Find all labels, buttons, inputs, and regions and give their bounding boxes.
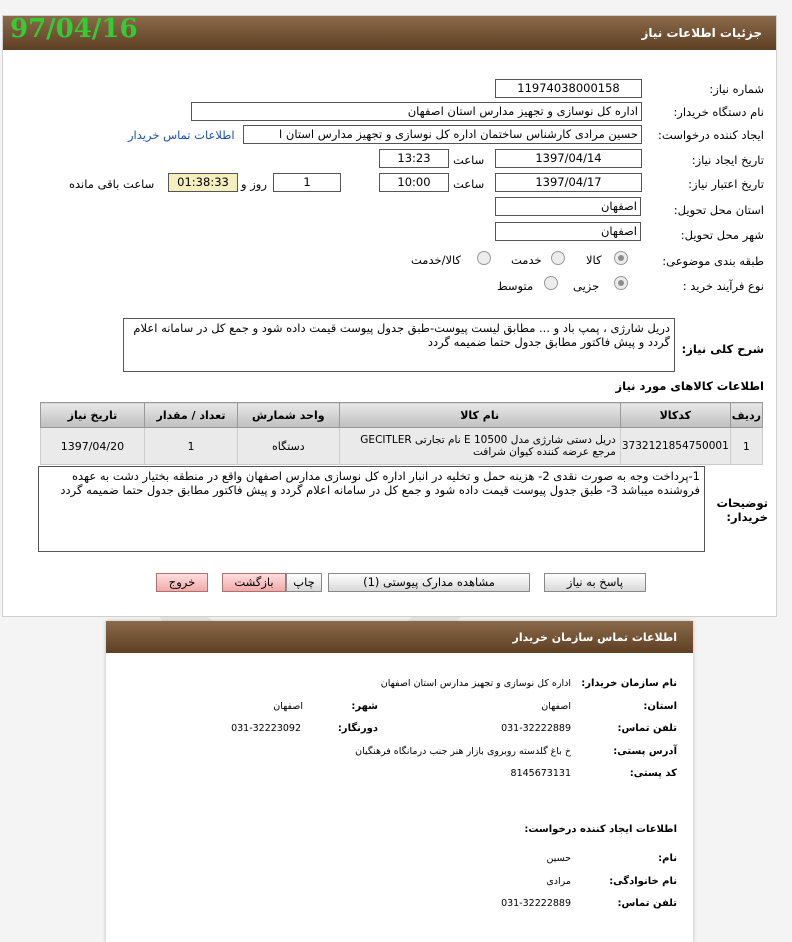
category-label: طبقه بندی موضوعی: bbox=[662, 254, 764, 268]
reply-button[interactable]: پاسخ به نیاز bbox=[544, 573, 646, 592]
summary-textarea[interactable]: دریل شارژی ، پمپ باد و ... مطابق لیست پیوست-طبق جدول پیوست قیمت داده شود و جمع کل در سامانه اعلام گردد و پیش فاکتور مطابق جدول حتما ضمیمه گردد bbox=[123, 318, 675, 372]
city-value: اصفهان bbox=[273, 701, 303, 712]
name-label: نام: bbox=[658, 853, 677, 864]
buyer-contact-link[interactable]: اطلاعات تماس خریدار bbox=[128, 128, 235, 142]
phone-value: 031-32222889 bbox=[501, 723, 571, 734]
creator-label: ایجاد کننده درخواست: bbox=[658, 128, 764, 142]
org-value: اداره کل نوسازی و تجهیز مدارس استان اصفهان bbox=[380, 678, 571, 689]
province-label: استان محل تحویل: bbox=[673, 203, 764, 217]
creator-field[interactable]: حسین مرادی کارشناس ساختمان اداره کل نوسازی و تجهیز مدارس استان ا bbox=[243, 125, 642, 144]
family-label: نام خانوادگی: bbox=[609, 876, 677, 887]
postal-label: کد پستی: bbox=[629, 768, 677, 779]
items-table bbox=[40, 402, 763, 465]
city-field[interactable]: اصفهان bbox=[495, 222, 641, 241]
cell-unit: دستگاه bbox=[238, 428, 339, 465]
created-date-label: تاریخ ایجاد نیاز: bbox=[691, 153, 764, 167]
cell-item-name: دریل دستی شارژی مدل E 10500 نام تجارتی GECITLER مرجع عرضه کننده کیوان شرافت bbox=[339, 428, 620, 465]
contact-card-title-bar bbox=[106, 621, 693, 653]
table-row[interactable] bbox=[41, 428, 763, 465]
remaining-time-field: 01:38:33 bbox=[168, 173, 238, 192]
created-date-field[interactable]: 1397/04/14 bbox=[495, 149, 642, 168]
org-label: نام سازمان خریدار: bbox=[581, 678, 677, 689]
category-option-goods: کالا bbox=[586, 253, 602, 267]
city-label: شهر: bbox=[351, 701, 378, 712]
buyer-notes-textarea[interactable]: 1-پرداخت وجه به صورت نقدی 2- هزینه حمل و تخلیه در انبار اداره کل نوسازی مدارس اصفهان واقع در منطقه بختیار دشت به عهده فروشنده میباشد 3- طبق جدول پیوست قیمت داده شود و جمع کل در سامانه اعلام گردد و پیش فاکتور مطابق جدول حتما ضمیمه گردد bbox=[38, 466, 705, 552]
phone-label: تلفن تماس: bbox=[617, 723, 677, 734]
category-radio-service[interactable] bbox=[551, 251, 565, 265]
col-row: ردیف bbox=[730, 403, 762, 428]
family-value: مرادی bbox=[546, 876, 571, 887]
summary-label: شرح کلی نیاز: bbox=[681, 342, 764, 356]
col-quantity: تعداد / مقدار bbox=[144, 403, 237, 428]
cell-row-number: 1 bbox=[730, 428, 762, 465]
process-radio-medium[interactable] bbox=[544, 276, 558, 290]
cell-quantity: 1 bbox=[144, 428, 237, 465]
creator-phone-value: 031-32222889 bbox=[501, 898, 571, 909]
category-option-service: خدمت bbox=[511, 253, 542, 267]
category-option-goods-service: کالا/خدمت bbox=[411, 253, 462, 267]
category-radio-goods-service[interactable] bbox=[477, 251, 491, 265]
panel-title: جزئیات اطلاعات نیاز bbox=[641, 26, 762, 40]
days-label: روز و bbox=[241, 177, 267, 191]
buyer-contact-card bbox=[106, 621, 693, 942]
fax-label: دورنگار: bbox=[337, 723, 378, 734]
col-need-date: تاریخ نیاز bbox=[41, 403, 145, 428]
exit-button[interactable]: خروج bbox=[156, 573, 208, 592]
buyer-label: نام دستگاه خریدار: bbox=[673, 105, 764, 119]
process-option-minor: جزیی bbox=[573, 279, 600, 293]
date-stamp: 97/04/16 bbox=[10, 14, 138, 44]
category-radio-goods[interactable] bbox=[614, 251, 628, 265]
creator-section-title: اطلاعات ایجاد کننده درخواست: bbox=[524, 824, 677, 835]
process-label: نوع فرآیند خرید : bbox=[682, 279, 764, 293]
province-value: اصفهان bbox=[541, 701, 571, 712]
need-number-label: شماره نیاز: bbox=[709, 82, 764, 96]
print-button[interactable]: چاپ bbox=[286, 573, 322, 592]
validity-time-field[interactable]: 10:00 bbox=[379, 173, 449, 192]
back-button[interactable]: بازگشت bbox=[222, 573, 286, 592]
cell-need-date: 1397/04/20 bbox=[41, 428, 145, 465]
postal-value: 8145673131 bbox=[510, 768, 571, 779]
buyer-field[interactable]: اداره کل نوسازی و تجهیز مدارس استان اصفهان bbox=[191, 102, 642, 121]
remaining-days-field[interactable]: 1 bbox=[273, 173, 341, 192]
validity-date-label: تاریخ اعتبار نیاز: bbox=[688, 177, 764, 191]
province-label: استان: bbox=[643, 701, 677, 712]
remaining-label: ساعت باقی مانده bbox=[69, 177, 155, 191]
col-item-code: کدکالا bbox=[620, 403, 730, 428]
fax-value: 031-32223092 bbox=[231, 723, 301, 734]
col-unit: واحد شمارش bbox=[238, 403, 339, 428]
city-label: شهر محل تحویل: bbox=[680, 228, 764, 242]
creator-phone-label: تلفن تماس: bbox=[617, 898, 677, 909]
address-value: خ باغ گلدسته روبروی بازار هنر جنب درمانگاه فرهنگیان bbox=[355, 746, 571, 757]
province-field[interactable]: اصفهان bbox=[495, 197, 641, 216]
cell-item-code: 3732121854750001 bbox=[620, 428, 730, 465]
address-label: آدرس پستی: bbox=[613, 746, 677, 757]
need-number-field[interactable]: 11974038000158 bbox=[495, 79, 642, 98]
name-value: حسین bbox=[546, 853, 571, 864]
contact-card-title: اطلاعات تماس سازمان خریدار bbox=[512, 631, 677, 644]
created-time-label: ساعت bbox=[453, 153, 485, 167]
process-option-medium: متوسط bbox=[497, 279, 534, 293]
view-attachments-button[interactable]: مشاهده مدارک پیوستی (1) bbox=[328, 573, 530, 592]
validity-date-field[interactable]: 1397/04/17 bbox=[495, 173, 642, 192]
items-section-title: اطلاعات کالاهای مورد نیاز bbox=[615, 379, 764, 393]
buyer-notes-label: توضیحات خریدار: bbox=[716, 496, 768, 524]
created-time-field[interactable]: 13:23 bbox=[379, 149, 449, 168]
col-item-name: نام کالا bbox=[339, 403, 620, 428]
process-radio-minor[interactable] bbox=[614, 276, 628, 290]
validity-time-label: ساعت bbox=[453, 177, 485, 191]
